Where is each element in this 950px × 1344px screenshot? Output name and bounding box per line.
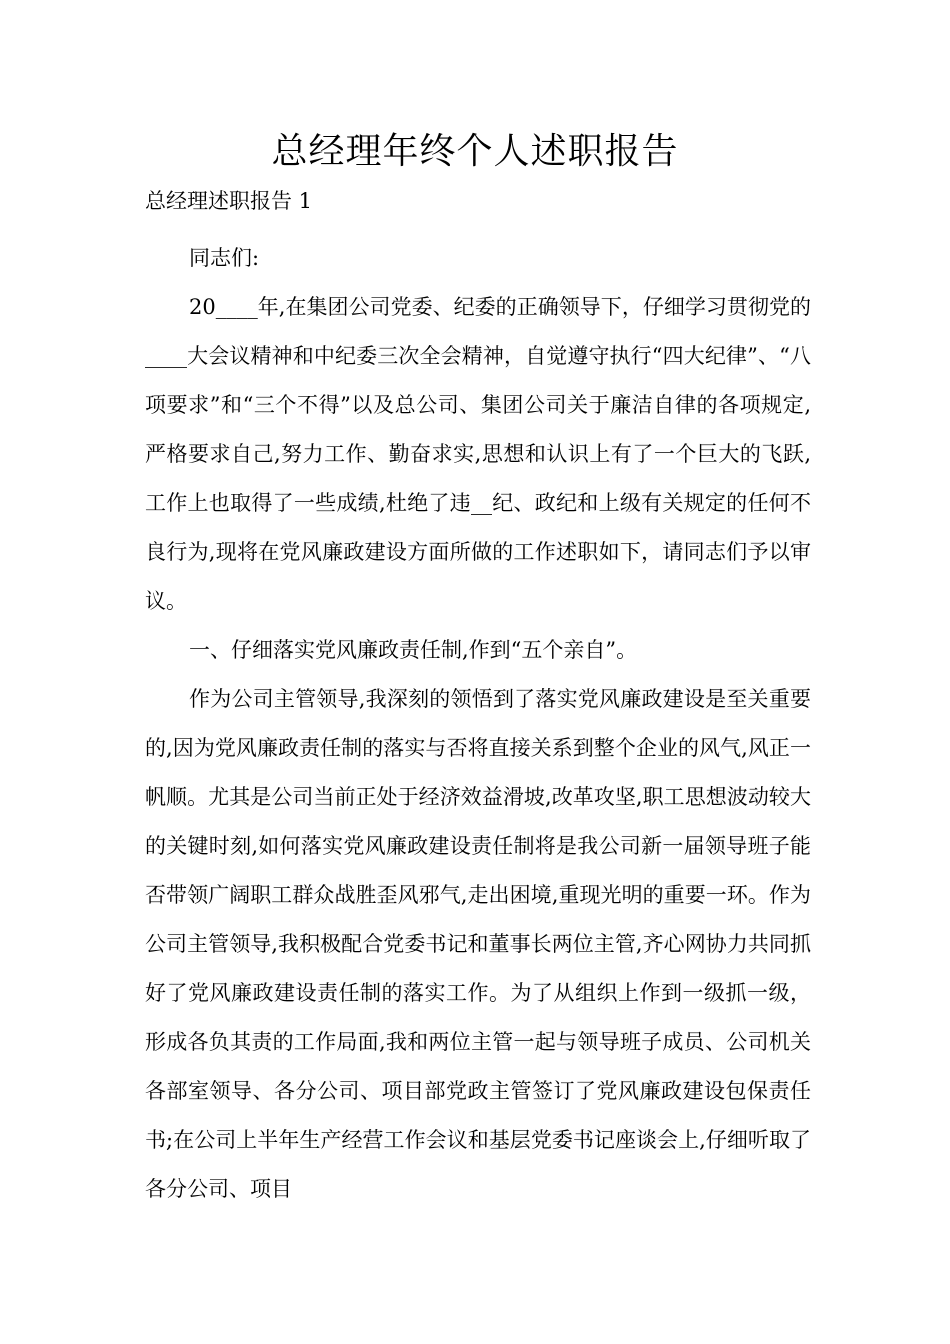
paragraph-salutation: 同志们: — [189, 246, 260, 270]
paragraph-section-body: 作为公司主管领导,我深刻的领悟到了落实党风廉政建设是至关重要的,因为党风廉政责任制的落实与否将直接关系到整个企业的风气,风正一帆顺。尤其是公司当前正处于经济效益滑坡,改革攻坚,职工思想波动较大的关键时刻,如何落实党风廉政建设责任制将是我公司新一届领导班子能否带领广阔职工群众战胜歪风邪气,走出困境,重现光明的重要一环。作为公司主管领导,我积极配合党委书记和董事长两位主管,齐心网协力共同抓好了党风廉政建设责任制的落实工作。为了从组织上作到一级抓一级，形成各负其责的工作局面,我和两位主管一起与领导班子成员、公司机关各部室领导、各分公司、项目部党政主管签订了党风廉政建设包保责任书;在公司上半年生产经营工作会议和基层党委书记座谈会上,仔细听取了各分公司、项目 — [145, 687, 811, 1201]
paragraph-section-heading: 一、仔细落实党风廉政责任制,作到“五个亲自”。 — [189, 638, 638, 662]
document-subtitle: 总经理述职报告 1 — [145, 189, 313, 213]
document-body — [145, 234, 811, 1214]
document-title: 总经理年终个人述职报告 — [271, 131, 679, 172]
paragraph-intro: 20____年,在集团公司党委、纪委的正确领导下，仔细学习贯彻党的____大会议精神和中纪委三次全会精神，自觉遵守执行“四大纪律”、“八项要求”和“三个不得”以及总公司、集团公司关于廉洁自律的各项规定,严格要求自己,努力工作、勤奋求实,思想和认识上有了一个巨大的飞跃,工作上也取得了一些成绩,杜绝了违__纪、政纪和上级有关规定的任何不良行为,现将在党风廉政建设方面所做的工作述职如下，请同志们予以审议。 — [145, 295, 811, 613]
